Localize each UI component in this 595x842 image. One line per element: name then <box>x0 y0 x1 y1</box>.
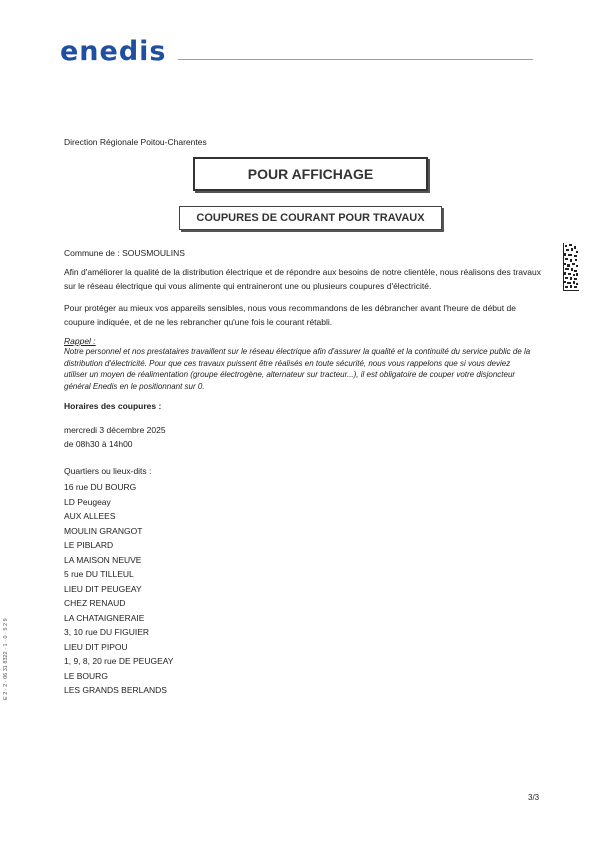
list-item: 16 rue DU BOURG <box>64 482 137 492</box>
list-item: AUX ALLEES <box>64 511 116 521</box>
list-item: LE BOURG <box>64 670 108 681</box>
list-item: 5 rue DU TILLEUL <box>64 569 134 579</box>
page-number: 3/3 <box>528 793 540 802</box>
commune: Commune de : SOUSMOULINS <box>64 248 185 258</box>
list-item: LA CHATAIGNERAIE <box>64 612 145 623</box>
banner-title: POUR AFFICHAGE <box>193 157 428 191</box>
locations-list <box>64 480 173 698</box>
intro-paragraph: Afin d'améliorer la qualité de la distribution électrique et de répondre aux besoins de notre clientèle, nous réalisons des travaux sur le réseau électrique qui vous alimente qui entraineront une ou plusieurs coupures d'électricité. <box>64 267 541 291</box>
list-item: 1, 9, 8, 20 rue DE PEUGEAY <box>64 656 174 666</box>
schedule-date: mercredi 3 décembre 2025 <box>64 425 166 435</box>
list-item: LD Peugeay <box>64 496 111 507</box>
list-item: 3, 10 rue DU FIGUIER <box>64 627 150 637</box>
schedule-title: Horaires des coupures : <box>64 401 162 411</box>
list-item: LIEU DIT PIPOU <box>64 641 128 652</box>
rappel-text: Notre personnel et nos prestataires travaillent sur le réseau électrique afin d'assurer la qualité et la continuité du service public de la distribution d'électricité. Pour que ces travaux puissent être réalisés en toute sécurité, nous vous rappelons que si vous deviez utiliser un moyen de réalimentation (groupe électrogène, alternateur sur tracteur...), il est obligatoire de couper votre disjoncteur général Enedis en le positionnant sur 0. <box>64 347 531 391</box>
datamatrix-code <box>563 243 579 291</box>
list-item: LE PIBLARD <box>64 540 114 550</box>
list-item: LIEU DIT PEUGEAY <box>64 583 142 594</box>
enedis-logo: enedis <box>60 36 167 67</box>
document-subtitle: COUPURES DE COURANT POUR TRAVAUX <box>179 206 442 230</box>
header-rule <box>178 59 533 60</box>
advice-paragraph: Pour protéger au mieux vos appareils sensibles, nous vous recommandons de les débrancher avant l'heure de début de coupure indiquée, et de ne les rebrancher qu'une fois le courant rétabli. <box>64 303 516 327</box>
schedule-time: de 08h30 à 14h00 <box>64 439 133 449</box>
side-reference-code: E 2 · 2 · 06 31 8322 · 1 · 0 · 5 2 9 <box>3 618 9 700</box>
rappel-title: Rappel : <box>64 336 96 346</box>
direction-regionale: Direction Régionale Poitou-Charentes <box>64 137 207 147</box>
list-item: LES GRANDS BERLANDS <box>64 685 167 695</box>
list-item: LA MAISON NEUVE <box>64 554 142 565</box>
list-item: MOULIN GRANGOT <box>64 525 143 536</box>
list-item: CHEZ RENAUD <box>64 598 126 608</box>
locations-title: Quartiers ou lieux-dits : <box>64 466 152 476</box>
